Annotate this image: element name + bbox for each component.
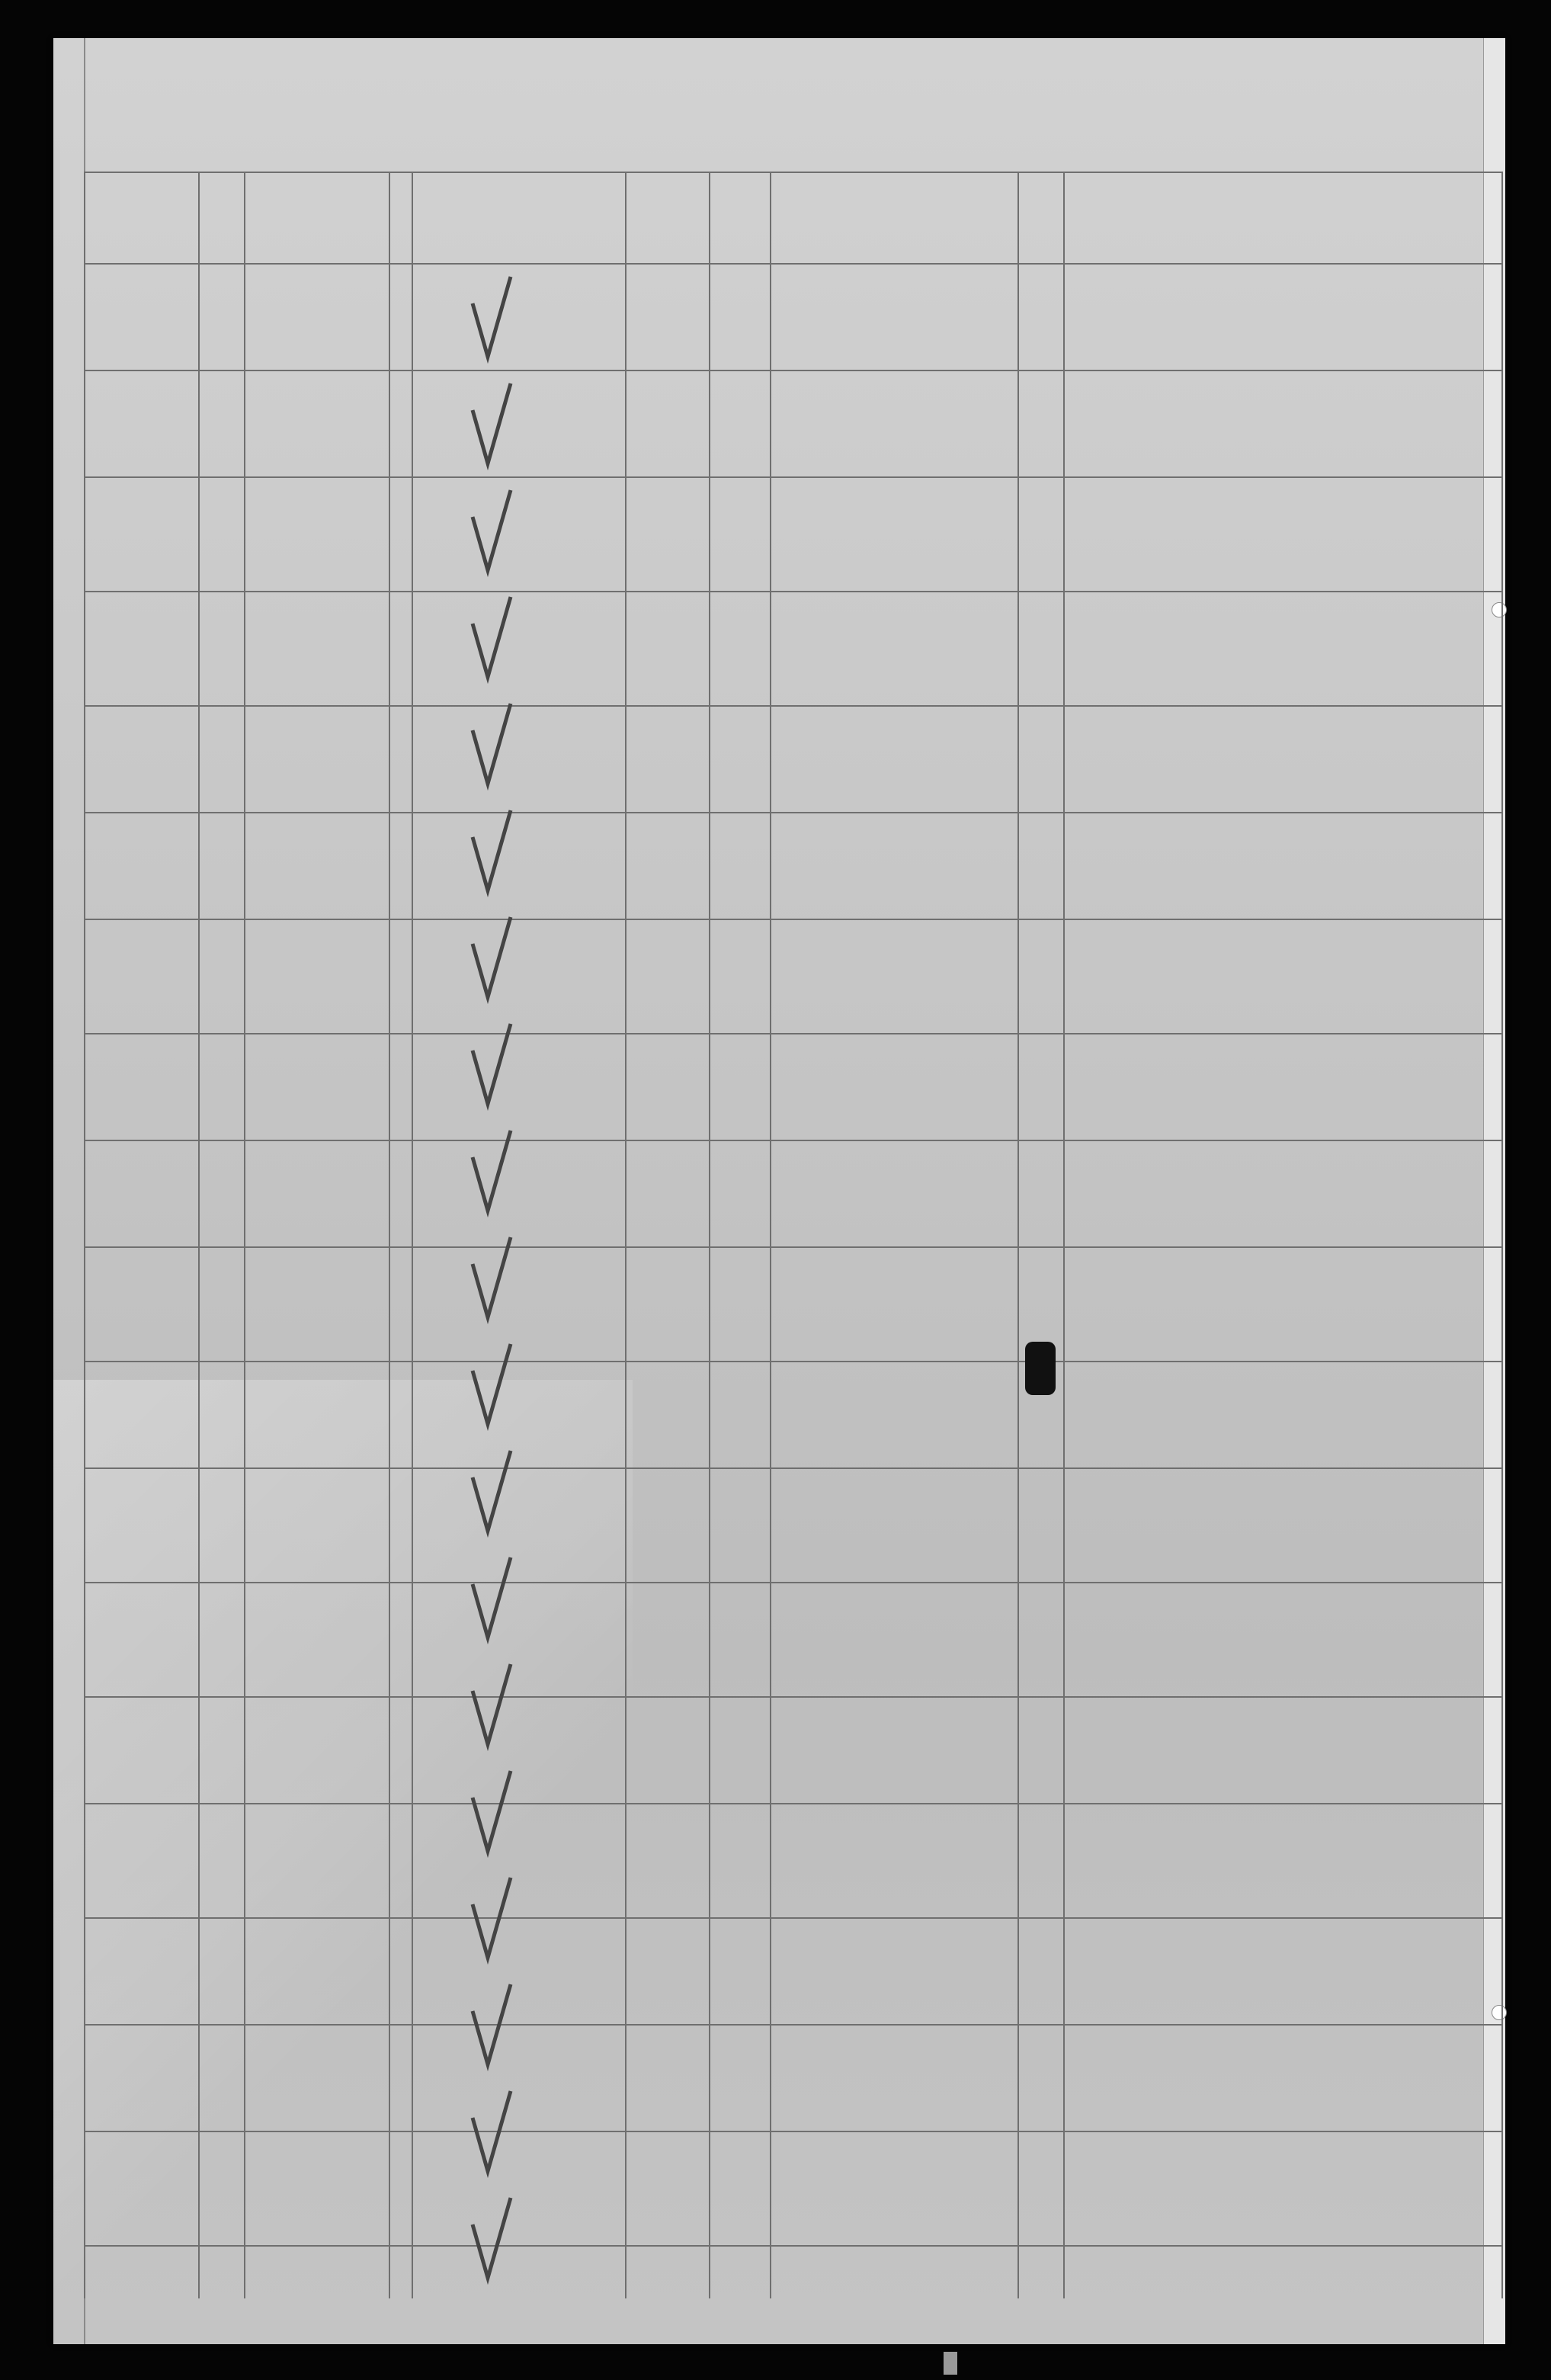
table-column-rule [389,172,390,2298]
check-mark-icon [469,1127,514,1218]
table-column-rule [1501,172,1503,2298]
check-mark-icon [469,807,514,898]
table-row-rule [84,1467,1501,1469]
losses-table [84,172,1501,2298]
ink-blot [1025,1342,1056,1395]
table-row-rule [84,1582,1501,1583]
table-column-rule [412,172,413,2298]
table-row-rule [84,1917,1501,1919]
table-row-rule [84,2131,1501,2132]
table-row-rule [84,2024,1501,2026]
table-row-rule [84,370,1501,371]
table-row-rule [84,2245,1501,2247]
table-row-rule [84,1361,1501,1362]
table-row-rule [84,1696,1501,1698]
table-row-rule [84,172,1501,173]
check-mark-icon [469,486,514,578]
document-heading [88,53,1444,160]
check-mark-icon [469,273,514,364]
table-row-rule [84,919,1501,920]
table-column-rule [84,172,85,2298]
table-row-rule [84,812,1501,813]
table-column-rule [709,172,710,2298]
table-row-rule [84,263,1501,265]
table-row-rule [84,1246,1501,1248]
check-mark-icon [469,1020,514,1111]
table-column-rule [770,172,771,2298]
table-column-rule [625,172,626,2298]
check-mark-icon [469,2087,514,2179]
check-mark-icon [469,1660,514,1752]
table-column-rule [1017,172,1019,2298]
check-mark-icon [469,1874,514,1965]
table-column-rule [198,172,200,2298]
table-column-rule [1063,172,1065,2298]
table-row-rule [84,705,1501,707]
table-row-rule [84,476,1501,478]
check-mark-icon [469,913,514,1005]
check-mark-icon [469,1233,514,1325]
check-mark-icon [469,380,514,471]
table-column-rule [244,172,245,2298]
table-row-rule [84,1033,1501,1034]
table-row-rule [84,591,1501,592]
check-mark-icon [469,1767,514,1859]
check-mark-icon [469,593,514,685]
check-mark-icon [469,2194,514,2285]
check-mark-icon [469,1447,514,1538]
check-mark-icon [469,1981,514,2072]
check-mark-icon [469,700,514,791]
table-row-rule [84,1140,1501,1141]
check-mark-icon [469,1554,514,1645]
check-mark-icon [469,1340,514,1432]
archive-mark [944,2352,957,2375]
table-row-rule [84,1803,1501,1804]
